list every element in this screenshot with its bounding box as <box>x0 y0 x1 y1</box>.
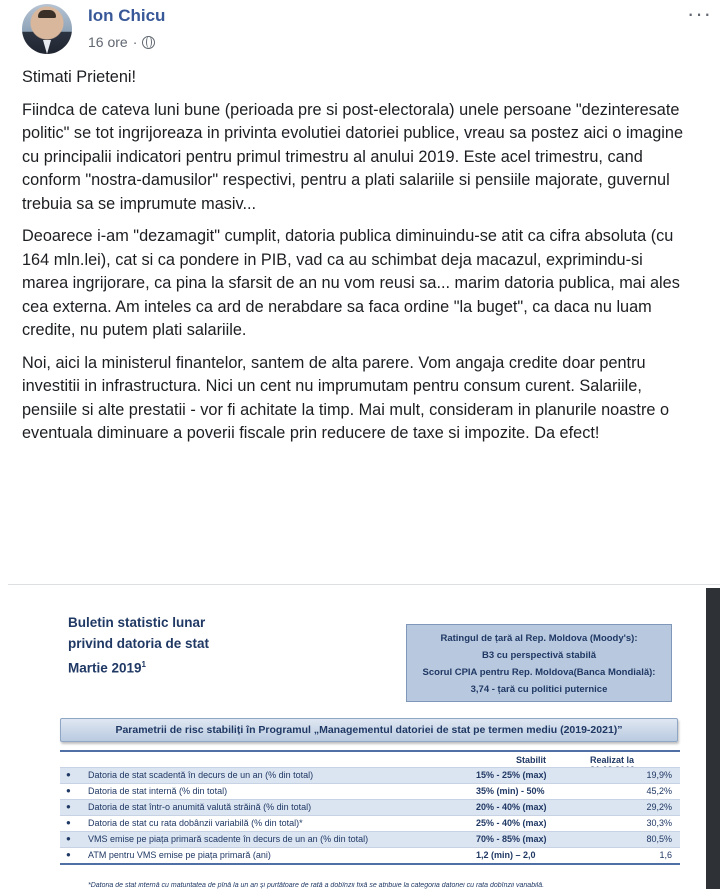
row-stabilit: 70% - 85% (max) <box>476 834 547 844</box>
row-label: Datoria de stat cu rata dobânzii variabilă (% din total)* <box>88 818 303 828</box>
row-realizat: 29,2% <box>646 802 672 812</box>
post-timestamp[interactable]: 16 ore <box>88 34 128 50</box>
post-image[interactable] <box>0 584 720 889</box>
row-stabilit: 15% - 25% (max) <box>476 770 547 780</box>
rating-line: Scorul CPIA pentru Rep. Moldova(Banca Mondială): <box>422 667 656 678</box>
row-stabilit: 35% (min) - 50% <box>476 786 545 796</box>
author-avatar[interactable] <box>22 4 72 54</box>
post-header <box>22 1 712 60</box>
bulletin-title-line: Buletin statistic lunar <box>68 615 206 630</box>
row-realizat: 30,3% <box>646 818 672 828</box>
table-row <box>60 783 680 799</box>
bullet-icon: ● <box>66 850 71 859</box>
row-realizat: 80,5% <box>646 834 672 844</box>
image-dark-edge <box>706 588 720 889</box>
post-paragraph: Fiindca de cateva luni bune (perioada pre si post-electorala) unele persoane "dezinteresate politic" se tot ingrijoreaza in privinta evolutiei datoriei publice, vreau sa postez aici o imagine cu principalii indicatori pentru primul trimestru al anului 2019. Este acel trimestru, cand conform "nostra-damusilor" respectivi, pentru a plati salariile si pensiile majorate, guvernul trebuia sa se imprumute masiv... <box>22 100 683 213</box>
post-body <box>22 66 692 455</box>
post-meta <box>88 34 155 50</box>
globe-icon <box>142 36 155 49</box>
rating-line: B3 cu perspectivă stabilă <box>481 650 597 661</box>
post-paragraph: Stimati Prieteni! <box>22 68 137 86</box>
bullet-icon: ● <box>66 786 71 795</box>
table-row <box>60 767 680 783</box>
bulletin-title-line <box>68 654 209 679</box>
bullet-icon: ● <box>66 770 71 779</box>
row-label: VMS emise pe piața primară scadente în decurs de un an (% din total) <box>88 834 369 844</box>
meta-separator: · <box>132 34 138 50</box>
row-stabilit: 20% - 40% (max) <box>476 802 547 812</box>
bulletin-date: Martie 2019 <box>68 660 142 676</box>
row-realizat: 45,2% <box>646 786 672 796</box>
bullet-icon: ● <box>66 834 71 843</box>
post-paragraph: Deoarece i-am "dezamagit" cumplit, datoria publica diminuindu-se atit ca cifra absoluta (cu 164 mln.lei), cat si ca pondere in PIB, vad ca au schimbat deja macazul, exprimindu-si marea ingrijorare, ca pina la sfarsit de an nu vom reusi sa... marim datoria publica, mai ales cea externa. Am inteles ca ard de nerabdare sa faca ordine "la buget", ca daca nu luam credite, nu putem plati salariile. <box>22 227 680 339</box>
country-rating-box <box>406 624 672 702</box>
table-row <box>60 815 680 831</box>
table-row <box>60 799 680 815</box>
row-label: Datoria de stat internă (% din total) <box>88 786 228 796</box>
row-realizat: 1,6 <box>659 850 672 860</box>
row-stabilit: 1,2 (min) – 2,0 <box>476 850 536 860</box>
rating-line: 3,74 - țară cu politici puternice <box>470 684 608 695</box>
bullet-icon: ● <box>66 818 71 827</box>
table-row <box>60 831 680 847</box>
row-label: Datoria de stat într-o anumită valută străină (% din total) <box>88 802 312 812</box>
row-label: Datoria de stat scadentă în decurs de un an (% din total) <box>88 770 314 780</box>
table-footer-rule <box>60 863 680 865</box>
row-realizat: 19,9% <box>646 770 672 780</box>
bulletin-document <box>38 588 706 889</box>
bulletin-title-line: privind datoria de stat <box>68 636 210 651</box>
post-paragraph: Noi, aici la ministerul finantelor, santem de alta parere. Vom angaja credite doar pentru investitii in infrastructura. Nici un cent nu imprumutam pentru consum curent. Salariile, pensiile si alte prestatii - vor fi achitate la timp. Mai mult, consideram in planurile noastre o eventuala diminuare a poverii fiscale prin reducere de taxe si impozite. Da efect! <box>22 353 670 442</box>
risk-parameters-table <box>60 750 680 865</box>
author-name[interactable]: Ion Chicu <box>88 6 166 25</box>
footnote-marker: 1 <box>141 660 146 669</box>
table-row <box>60 847 680 863</box>
column-header-realizat: Realizat la <box>590 755 635 765</box>
table-footnote: *Datoria de stat internă cu maturitatea de pînă la un an și purtătoare de rată a dobînzii fixă se atribuie la categoria datoriei cu rata dobînzii variabilă. <box>88 882 545 889</box>
row-stabilit: 25% - 40% (max) <box>476 818 547 828</box>
rating-line: Ratingul de țară al Rep. Moldova (Moody's): <box>440 633 638 644</box>
row-label: ATM pentru VMS emise pe piața primară (ani) <box>88 850 271 860</box>
image-divider <box>8 584 720 585</box>
more-options-icon[interactable]: ··· <box>687 1 712 26</box>
risk-parameters-banner: Parametrii de risc stabiliți în Programul „Managementul datoriei de stat pe termen mediu (2019-2021)” <box>60 718 678 742</box>
column-header-stabilit: Stabilit <box>516 755 547 765</box>
table-header <box>60 750 680 767</box>
bulletin-title <box>68 612 209 679</box>
bullet-icon: ● <box>66 802 71 811</box>
